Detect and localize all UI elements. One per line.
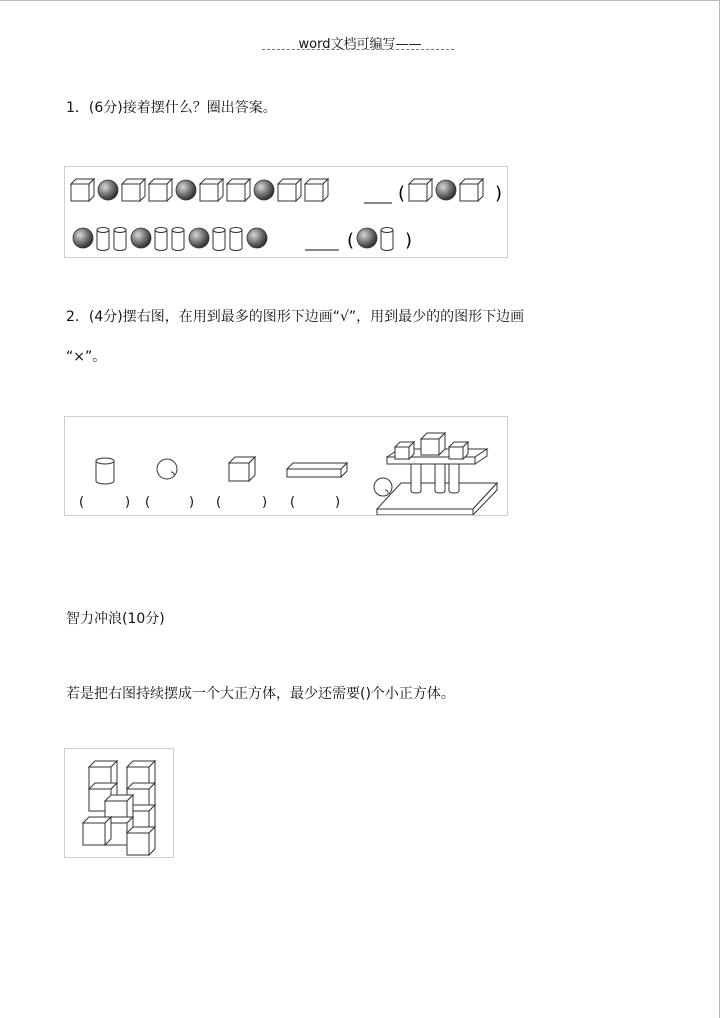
cube-shape bbox=[409, 179, 432, 201]
q2-answer-close-paren-1: ) bbox=[125, 495, 131, 510]
page-header: word文档可编写—— bbox=[298, 37, 422, 52]
q1-figure-svg bbox=[65, 167, 507, 257]
q1-row2-close-paren: ) bbox=[405, 230, 413, 251]
q1-row2-open-paren: ( bbox=[347, 230, 355, 251]
q2-answer-close-paren-2: ) bbox=[189, 495, 195, 510]
q2-figure-svg bbox=[65, 417, 507, 515]
cylinder-shape bbox=[97, 228, 109, 251]
q2-composite-structure bbox=[374, 433, 497, 515]
q1-figure bbox=[64, 166, 508, 258]
q2-cuboid-shape bbox=[287, 463, 347, 477]
section-title: 智力冲浪(10分) bbox=[66, 611, 165, 627]
q1-row1-open-paren: ( bbox=[398, 183, 406, 204]
q3-prompt: 若是把右图持续摆成一个大正方体，最少还需要()个小正方体。 bbox=[66, 686, 455, 702]
cylinder-shape bbox=[172, 228, 184, 251]
q2-prompt-line1: 2．(4分)摆右图，在用到最多的图形下边画“√”，用到最少的的图形下边画 bbox=[66, 309, 525, 325]
ball-shape bbox=[98, 180, 118, 200]
q2-answer-open-paren-1: ( bbox=[79, 495, 85, 510]
q2-answer-close-paren-4: ) bbox=[335, 495, 341, 510]
q2-cylinder-shape bbox=[96, 458, 114, 484]
ball-shape bbox=[436, 180, 456, 200]
ball-shape bbox=[357, 228, 377, 248]
q1-row2-options bbox=[357, 228, 393, 251]
q1-row1-options bbox=[409, 179, 483, 201]
q2-answer-open-paren-4: ( bbox=[290, 495, 296, 510]
cube-shape bbox=[122, 179, 145, 201]
q2-cube-shape bbox=[229, 457, 255, 481]
ball-shape bbox=[247, 228, 267, 248]
q1-row1-close-paren: ) bbox=[495, 183, 503, 204]
cylinder-shape bbox=[114, 228, 126, 251]
small-cube bbox=[83, 817, 111, 845]
ball-shape bbox=[131, 228, 151, 248]
header-dashed-rule bbox=[262, 49, 454, 50]
q1-row2-sequence bbox=[73, 228, 267, 251]
cube-shape bbox=[149, 179, 172, 201]
page-top-edge bbox=[0, 0, 720, 1]
cube-shape bbox=[460, 179, 483, 201]
q1-prompt: 1．(6分)接着摆什么？圈出答案。 bbox=[66, 100, 277, 116]
q2-prompt-line2: “×”。 bbox=[66, 349, 107, 365]
ball-shape bbox=[73, 228, 93, 248]
q3-cube-stack bbox=[83, 761, 155, 855]
cylinder-shape bbox=[381, 228, 393, 251]
q2-answer-close-paren-3: ) bbox=[262, 495, 268, 510]
cube-shape bbox=[200, 179, 223, 201]
cube-shape bbox=[71, 179, 94, 201]
q2-answer-open-paren-3: ( bbox=[216, 495, 222, 510]
q3-figure bbox=[64, 748, 174, 858]
cube-shape bbox=[278, 179, 301, 201]
cylinder-shape bbox=[155, 228, 167, 251]
cube-shape bbox=[305, 179, 328, 201]
cylinder-shape bbox=[230, 228, 242, 251]
q2-answer-open-paren-2: ( bbox=[145, 495, 151, 510]
small-cube bbox=[127, 827, 155, 855]
ball-shape bbox=[176, 180, 196, 200]
ball-shape bbox=[189, 228, 209, 248]
cylinder-shape bbox=[213, 228, 225, 251]
ball-shape bbox=[254, 180, 274, 200]
q2-figure bbox=[64, 416, 508, 516]
q3-cube-stack-svg bbox=[65, 749, 173, 857]
q1-row1-sequence bbox=[71, 179, 328, 201]
q2-ball-shape bbox=[157, 459, 177, 479]
cube-shape bbox=[227, 179, 250, 201]
